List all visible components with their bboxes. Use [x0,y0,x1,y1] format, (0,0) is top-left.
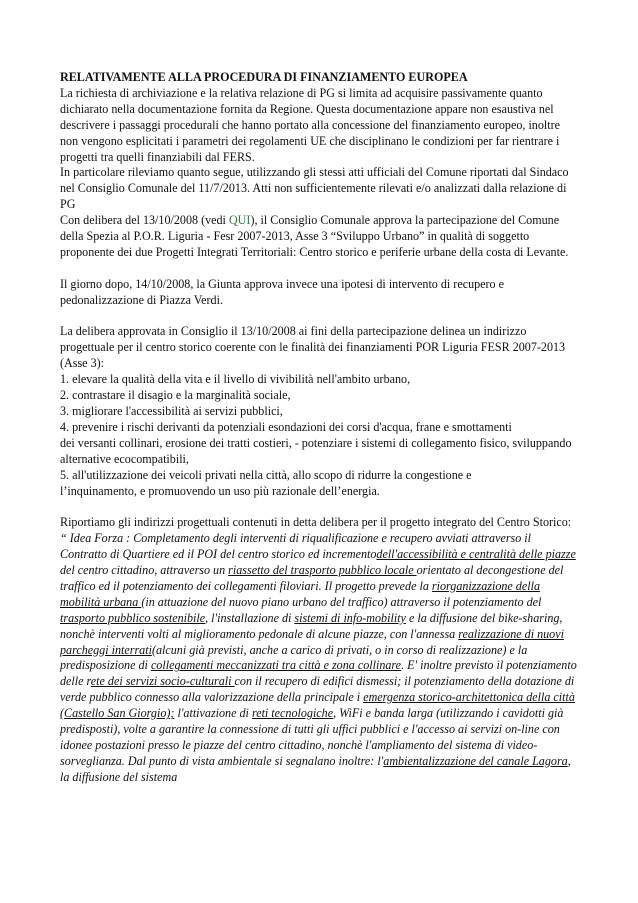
quote-text: , la diffusione del sistema [60,753,571,784]
goal-item: 3. migliorare l'accessibilità ai servizi pubblici, [60,404,283,418]
quote-text: (in attuazione del nuovo piano urbano del traffico) attraverso il potenziamento del [141,594,542,609]
quote-underlined: riassetto del trasporto pubblico locale [228,563,417,578]
quote-text: . E' inoltre previsto il potenziamento delle r [60,658,577,689]
quote-underlined: collegamenti meccanizzati tra città e zona collinare [150,658,402,673]
quote-underlined: realizzazione di nuovi parcheggi interrati [60,626,564,657]
intro-paragraph: La richiesta di archiviazione e la relativa relazione di PG si limita ad acquisire passivamente quanto dichiarato nella documentazione fornita da Regione. Questa documentazione appare non esaustiva nel descrivere i passaggi procedurali che hanno portato alla concessione del finanziamento europeo, inoltre non vengono esplicitati i parametri dei regolamenti UE che disciplinano le condizioni per far rientrare i progetti tra quelli finanziabili dal FERS. [60,85,561,164]
quote-underlined: reti tecnologiche [251,706,334,721]
goal-item: 4. prevenire i rischi derivanti da potenziali esondazioni dei corsi d'acqua, frane e smottamenti [60,419,512,434]
goal-item: l’inquinamento, e promuovendo un uso più razionale dell’energia. [60,483,380,498]
goal-item: 1. elevare la qualità della vita e il livello di vivibilità nell'ambito urbano, [60,372,411,387]
qui-link[interactable]: QUI [228,213,251,228]
riportiamo-paragraph: Riportiamo gli indirizzi progettuali contenuti in detta delibera per il progetto integrato del Centro Storico: [60,515,572,530]
delibera-text-pre: Con delibera del 13/10/2008 (vedi [60,213,229,228]
quote-underlined: riorganizzazione della mobilità urbana [60,578,540,609]
document-body [60,70,580,786]
consiglio-paragraph: La delibera approvata in Consiglio il 13/10/2008 ai fini della partecipazione delinea un indirizzo progettuale per il centro storico coerente con le finalità dei finanziamenti POR Liguria FESR 2007-2013 (Asse 3): [60,324,566,371]
goal-item: 2. contrastare il disagio e la marginalità sociale, [60,388,291,403]
quote-text: e la diffusione del bike-sharing, nonchè interventi volti al miglioramento pedonale di alcune piazze, con l'annessa [60,610,563,641]
quote-paragraph [60,531,580,786]
delibera-paragraph [60,213,580,261]
quote-underlined: emergenza storico-architettonica della città (Castello San Giorgio); [60,690,575,721]
quote-text: , WiFi e banda larga (utilizzando i cavidotti già predisposti), volte a garantire la connessione di tutti gli uffici pubblici e l'accesso ai servizi on-line con idonee postazioni presso le piazze del centro cittadino, nonchè l'ampliamento del sistema di video-sorveglianza. Dal punto di vista ambientale si segnalano inoltre: l' [60,706,564,768]
quote-underlined: ete dei servizi socio-culturali [90,674,235,689]
quote-text: , l'installazione di [205,610,295,625]
goal-item: 5. all'utilizzazione dei veicoli privati nella città, allo scopo di ridurre la congestione e [60,467,472,482]
quote-text: (alcuni già previsti, anche a carico di privati, o in corso di realizzazione) e la predisposizione di [60,642,528,673]
quote-underlined: trasporto pubblico sostenibile [60,610,206,625]
quote-text: del centro cittadino, attraverso un [60,563,229,578]
quote-text: con il recupero di edifici dismessi; il potenziamento della dotazione di verde pubblico connesso alla valorizzazione della principale i [60,674,575,705]
giunta-paragraph: Il giorno dopo, 14/10/2008, la Giunta approva invece una ipotesi di intervento di recupero e pedonalizzazione di Piazza Verdi. [60,276,504,307]
rileviamo-paragraph: In particolare rileviamo quanto segue, utilizzando gli stessi atti ufficiali del Comune riportati dal Sindaco nel Consiglio Comunale del 11/7/2013. Atti non sufficientemente rilevati e/o analizzati dalla relazione di PG [60,165,569,212]
quote-text: “ Idea Forza : Completamento degli interventi di riqualificazione e recupero avviati attraverso il Contratto di Quartiere ed il POI del centro storico ed incremento [60,531,532,562]
quote-underlined: dell'accessibilità e centralità delle piazze [376,547,576,562]
quote-text: orientato al decongestione del traffico ed il potenziamento dei collegamenti filoviari. Il progetto prevede la [60,563,564,593]
section-title: RELATIVAMENTE ALLA PROCEDURA DI FINANZIAMENTO EUROPEA [60,70,468,84]
quote-underlined: sistemi di info-mobility [294,610,406,625]
goal-item: dei versanti collinari, erosione dei tratti costieri, - potenziare i sistemi di collegamento fisico, sviluppando alternative ecocompatibili, [60,435,572,466]
quote-underlined: ambientalizzazione del canale Lagora [383,753,568,768]
delibera-text-post: ), il Consiglio Comunale approva la partecipazione del Comune della Spezia al P.O.R. Liguria - Fesr 2007-2013, Asse 3 “Sviluppo Urbano” in qualità di soggetto proponente dei due Progetti Integrati Territoriali: Centro storico e periferie urbane della costa di Levante. [60,213,569,259]
quote-text: l'attivazione di [174,706,252,721]
